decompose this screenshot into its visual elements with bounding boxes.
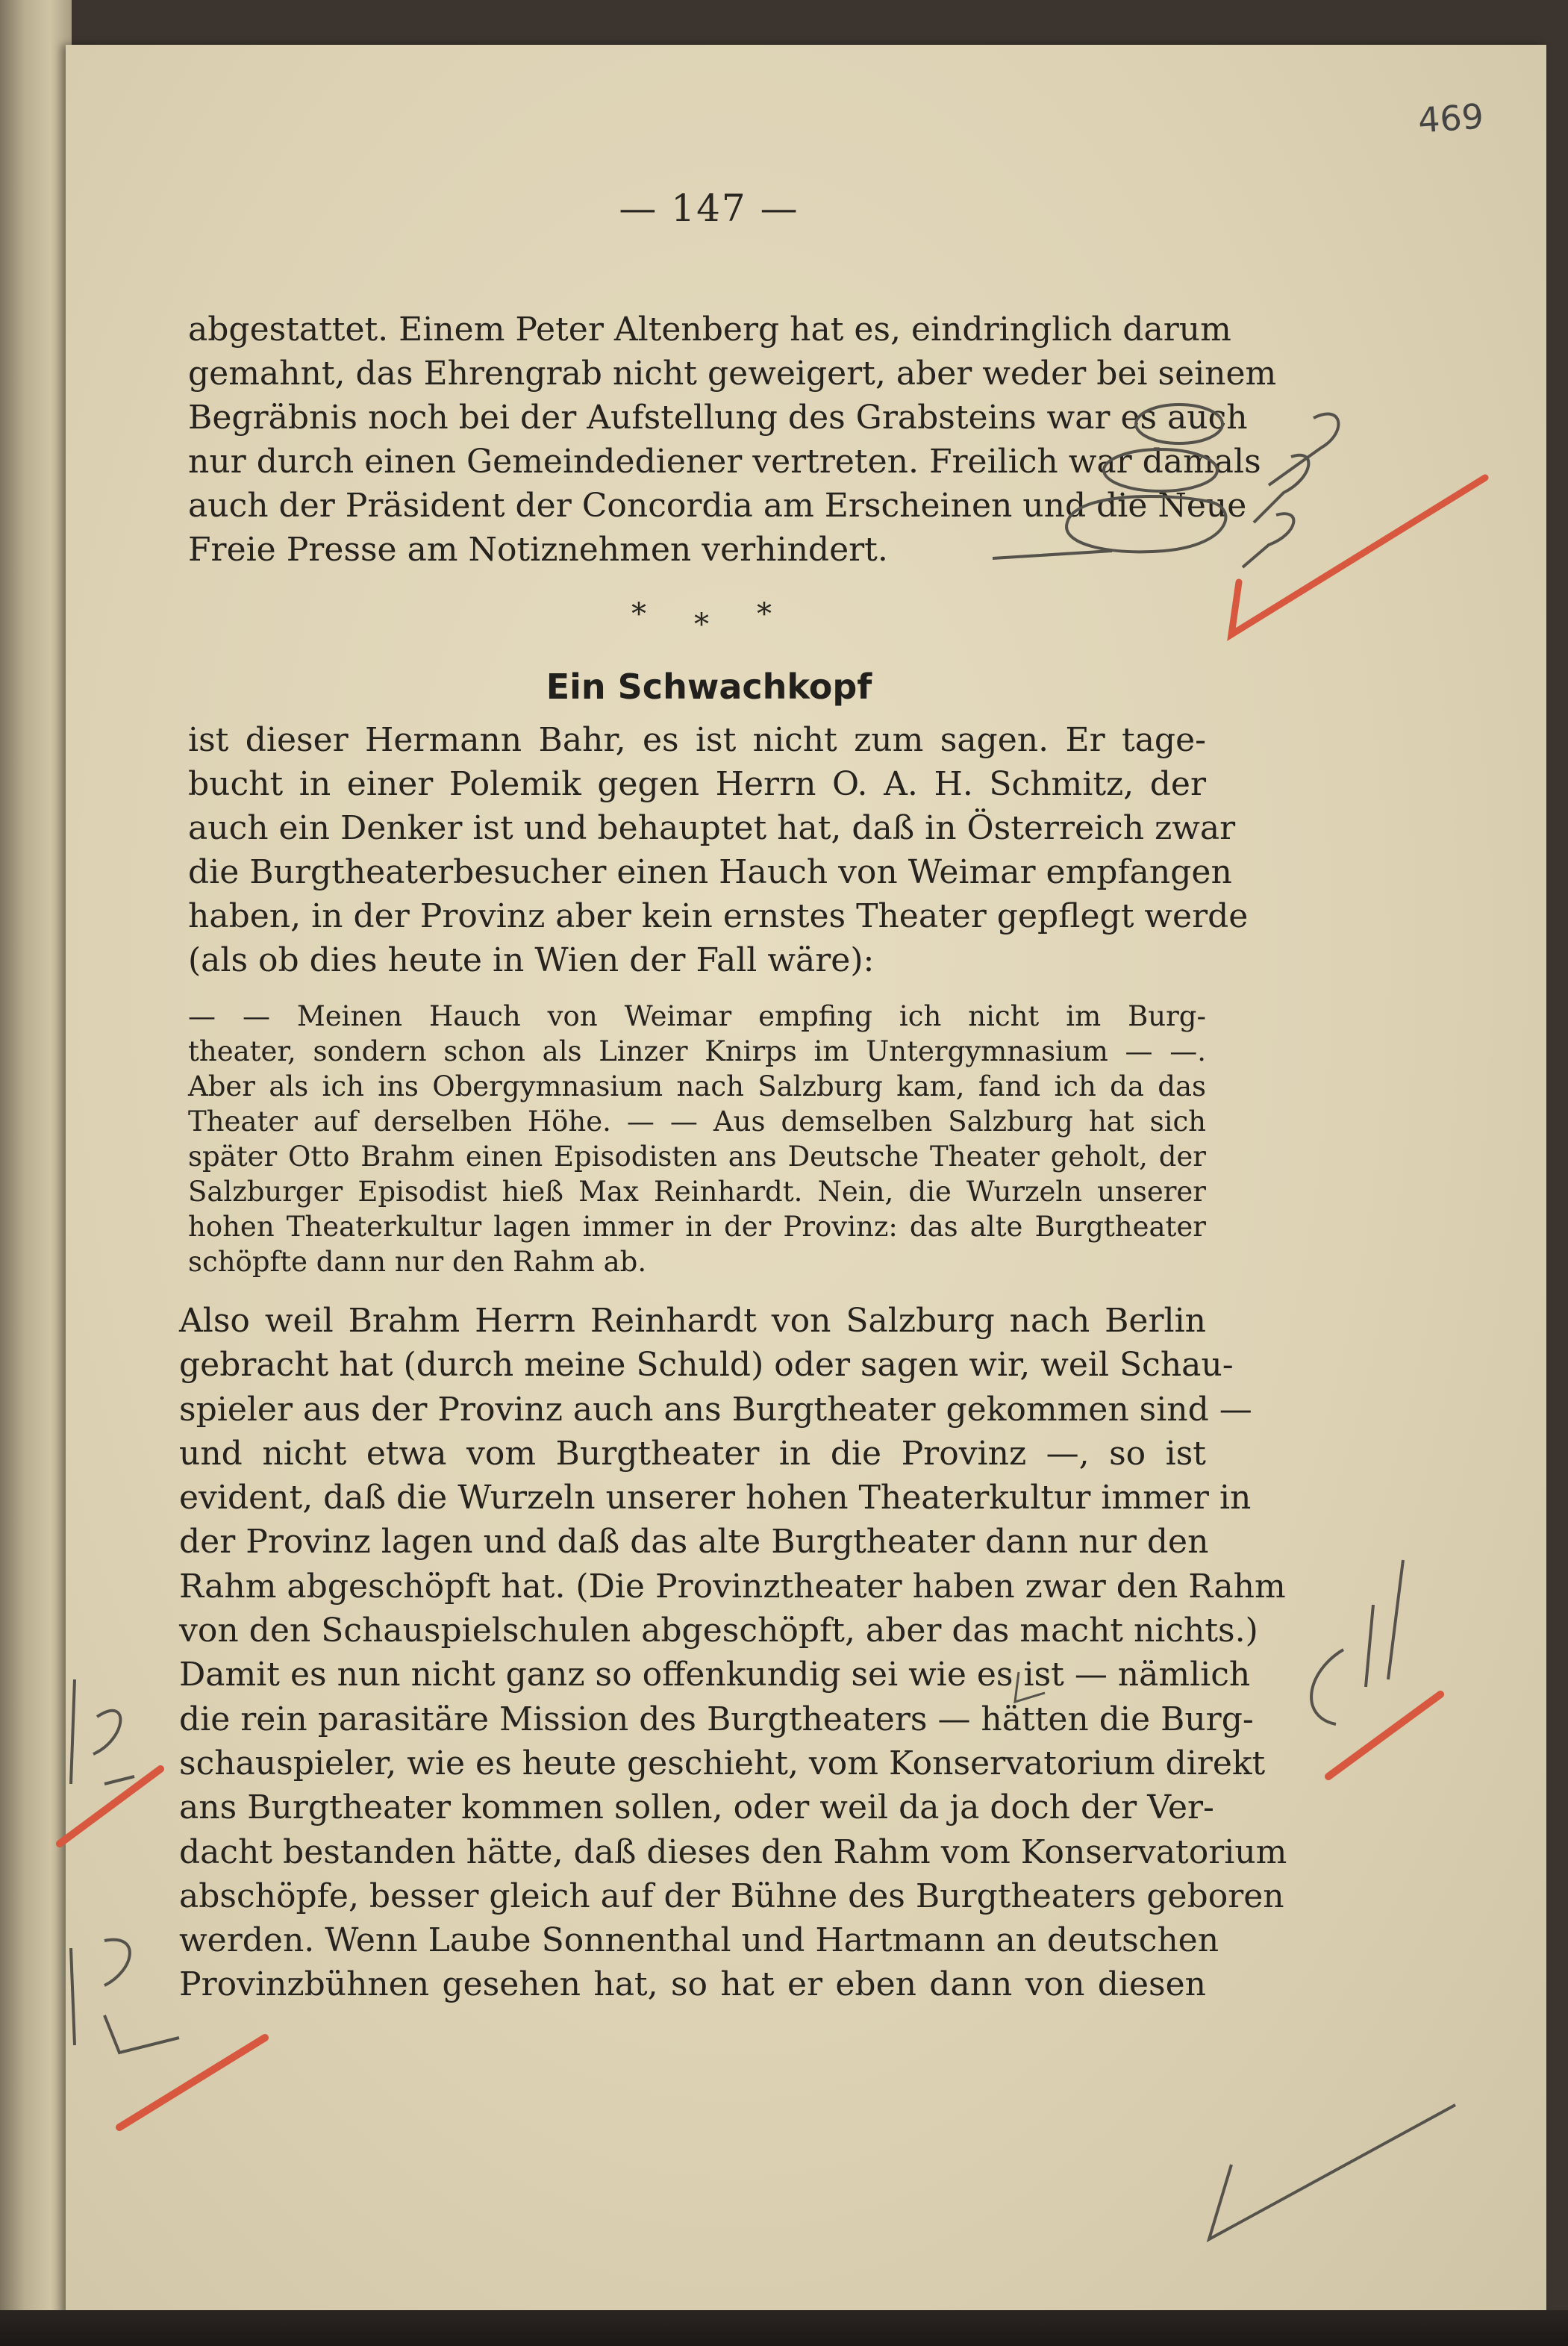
text-line: Damit es nun nicht ganz so offenkundig sei wie es ist — nämlich xyxy=(179,1656,1251,1694)
paragraph-schwachkopf xyxy=(188,718,1249,982)
text-line: werden. Wenn Laube Sonnenthal und Hartmann an deutschen xyxy=(179,1921,1219,1960)
section-heading: Ein Schwachkopf xyxy=(546,667,872,707)
text-line: von den Schauspielschulen abgeschöpft, aber das macht nichts.) xyxy=(179,1612,1258,1650)
text-line: abgestattet. Einem Peter Altenberg hat es, eindringlich darum xyxy=(188,311,1231,349)
text-line: evident, daß die Wurzeln unserer hohen Theaterkultur immer in xyxy=(179,1479,1252,1517)
text-line: auch ein Denker ist und behauptet hat, daß in Österreich zwar xyxy=(188,809,1236,847)
text-line: schauspieler, wie es heute geschieht, vom Konservatorium direkt xyxy=(179,1744,1266,1782)
section-separator xyxy=(612,597,836,642)
handwritten-folio-number: 469 xyxy=(1416,96,1485,141)
text-line: abschöpfe, besser gleich auf der Bühne des Burgtheaters geboren xyxy=(179,1877,1284,1915)
text-line: ist dieser Hermann Bahr, es ist nicht zum sagen. Er tage- xyxy=(188,721,1206,759)
text-line: ans Burgtheater kommen sollen, oder weil da ja doch der Ver- xyxy=(179,1788,1214,1827)
separator-star: * xyxy=(757,597,772,631)
separator-star: * xyxy=(694,608,709,642)
text-line: Rahm abgeschöpft hat. (Die Provinztheater haben zwar den Rahm xyxy=(179,1567,1286,1606)
text-line: gemahnt, das Ehrengrab nicht geweigert, aber weder bei seinem xyxy=(188,355,1277,393)
text-line: haben, in der Provinz aber kein ernstes Theater gepflegt werde xyxy=(188,897,1249,935)
text-line: Begräbnis noch bei der Aufstellung des Grabsteins war es auch xyxy=(188,399,1248,437)
text-line: die rein parasitäre Mission des Burgtheaters — hätten die Burg- xyxy=(179,1700,1254,1738)
text-line: der Provinz lagen und daß das alte Burgtheater dann nur den xyxy=(179,1523,1209,1562)
text-line: die Burgtheaterbesucher einen Hauch von Weimar empfangen xyxy=(188,853,1232,891)
separator-star: * xyxy=(631,597,646,631)
text-line: bucht in einer Polemik gegen Herrn O. A. H. Schmitz, der xyxy=(188,765,1206,803)
quote-line: — — Meinen Hauch von Weimar empfing ich nicht im Burg- xyxy=(188,1000,1206,1032)
quote-line: später Otto Brahm einen Episodisten ans Deutsche Theater geholt, der xyxy=(188,1141,1206,1173)
text-line: Provinzbühnen gesehen hat, so hat er eben dann von diesen xyxy=(179,1965,1206,2004)
paragraph-altenberg xyxy=(188,308,1277,572)
text-line: Freie Presse am Notiznehmen verhindert. xyxy=(188,531,888,569)
quote-line: hohen Theaterkultur lagen immer in der Provinz: das alte Burgtheater xyxy=(188,1211,1206,1243)
text-line: (als ob dies heute in Wien der Fall wäre): xyxy=(188,941,875,979)
text-line: und nicht etwa vom Burgtheater in die Provinz —, so ist xyxy=(179,1434,1206,1473)
block-quote-bahr xyxy=(188,999,1206,1279)
text-line: spieler aus der Provinz auch ans Burgtheater gekommen sind — xyxy=(179,1390,1252,1429)
quote-line: Aber als ich ins Obergymnasium nach Salzburg kam, fand ich da das xyxy=(188,1070,1206,1102)
paragraph-brahm-reinhardt xyxy=(179,1299,1287,2007)
left-page-edge xyxy=(0,0,72,2346)
quote-line: schöpfte dann nur den Rahm ab. xyxy=(188,1246,647,1278)
text-line: auch der Präsident der Concordia am Erscheinen und die Neue xyxy=(188,487,1247,525)
scan-bottom-edge xyxy=(0,2310,1568,2346)
text-line: dacht bestanden hätte, daß dieses den Rahm vom Konservatorium xyxy=(179,1832,1287,1871)
text-line: Also weil Brahm Herrn Reinhardt von Salzburg nach Berlin xyxy=(179,1302,1206,1340)
quote-line: Salzburger Episodist hieß Max Reinhardt. Nein, die Wurzeln unserer xyxy=(188,1176,1206,1208)
text-line: gebracht hat (durch meine Schuld) oder sagen wir, weil Schau- xyxy=(179,1346,1234,1385)
quote-line: theater, sondern schon als Linzer Knirps im Untergymnasium — —. xyxy=(188,1035,1206,1067)
page-number: — 147 — xyxy=(619,187,799,230)
text-line: nur durch einen Gemeindediener vertreten. Freilich war damals xyxy=(188,443,1261,481)
quote-line: Theater auf derselben Höhe. — — Aus demselben Salzburg hat sich xyxy=(188,1105,1206,1138)
